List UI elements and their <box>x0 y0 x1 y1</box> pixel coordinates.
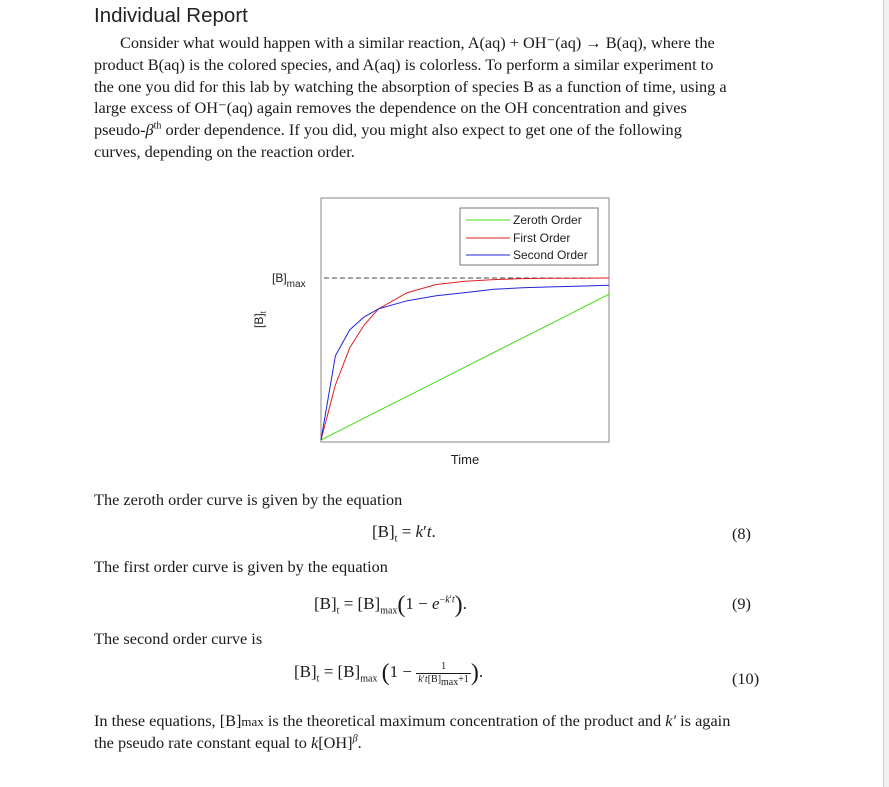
zeroth-order-text: The zeroth order curve is given by the equation <box>94 490 403 509</box>
equation-9-number: (9) <box>732 594 751 613</box>
equation-10: $[B]_t = [B]_{max}$ (1 − $\frac{1}{k't[B]_{max}+1}$ ). <box>294 660 484 688</box>
closing-text: is again <box>676 711 731 730</box>
intro-line: product B(aq) is the colored species, and A(aq) is colorless. To perform a similar experiment to <box>94 54 714 74</box>
beta-symbol: β <box>145 120 154 140</box>
intro-paragraph <box>94 32 784 163</box>
intro-line: curves, depending on the reaction order. <box>94 141 355 161</box>
closing-text: . <box>357 732 362 752</box>
closing-text: the pseudo rate constant equal to <box>94 732 312 752</box>
oh-concentration: [OH] <box>318 732 353 752</box>
x-axis-label: Time <box>450 452 480 467</box>
legend-label-first: First Order <box>513 231 571 245</box>
k-symbol: k <box>311 732 319 752</box>
intro-line: order dependence. If you did, you might also expect to get one of the following <box>161 120 682 140</box>
max-label: $[B]_{max}$ <box>272 271 306 290</box>
legend <box>460 208 598 265</box>
intro-line: large excess of OH⁻(aq) again removes the dependence on the OH concentration and gives <box>94 98 687 118</box>
intro-line: pseudo- <box>94 120 146 140</box>
equation-9: $[B]_t = [B]_{max}(1 - e^{-k't})$. <box>314 592 467 618</box>
closing-paragraph <box>94 710 794 754</box>
th-superscript: th <box>153 120 162 132</box>
second-order-text: The second order curve is <box>94 629 263 648</box>
intro-line: Consider what would happen with a similar reaction, A(aq) + OH⁻(aq) → B(aq), where the <box>120 33 715 52</box>
scrollbar[interactable] <box>884 0 889 787</box>
closing-text: In these equations, [B] <box>94 711 242 730</box>
page-title: Individual Report <box>94 4 248 27</box>
legend-label-zeroth: Zeroth Order <box>513 213 582 227</box>
reaction-order-chart <box>230 188 630 478</box>
equation-8-number: (8) <box>732 524 751 543</box>
y-axis-label: $[B]_t$ <box>252 311 268 328</box>
intro-line: the one you did for this lab by watching the absorption of species B as a function of time, using a <box>94 76 727 96</box>
equation-10-number: (10) <box>732 669 760 688</box>
max-subscript: max <box>241 714 264 729</box>
k-prime: k′ <box>665 711 677 730</box>
closing-text: is the theoretical maximum concentration of the product and <box>263 711 666 730</box>
first-order-text: The first order curve is given by the equation <box>94 557 388 576</box>
equation-8: $[B]_t = k't$. <box>372 522 436 545</box>
beta-superscript: β <box>352 733 358 745</box>
legend-label-second: Second Order <box>513 248 588 262</box>
